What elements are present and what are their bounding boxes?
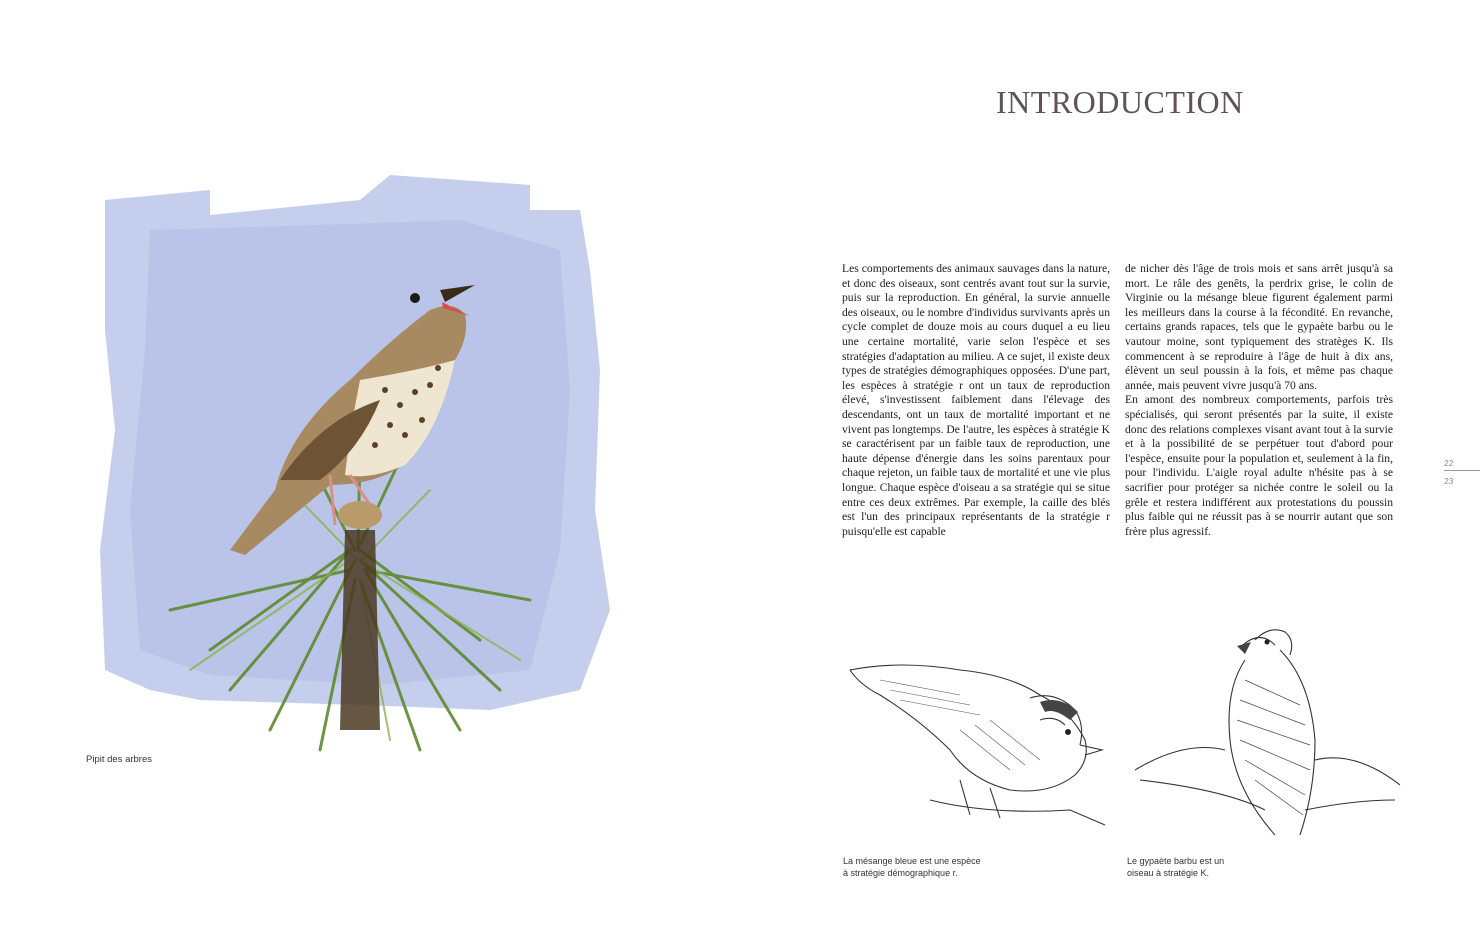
vulture-caption [1127,856,1224,879]
blue-tit-sketch [840,650,1120,840]
folio-left: 22 [1444,458,1454,468]
text-column-left [842,262,1110,539]
page-title: INTRODUCTION [996,84,1244,120]
tree-pipit-illustration [60,130,650,820]
paragraph: Les comportements des animaux sauvages dans la nature, et donc des oiseaux, sont centrés avant tout sur la survie, puis sur la reproduction. En général, la survie annuelle des oiseaux, ou le nombre d'individus survivants après un cycle complet de douze mois au cours duquel a eu lieu une certaine mortalité, varie selon l'espèce et ses stratégies d'adaptation au milieu. A ce sujet, il existe deux types de stratégies démographiques opposées. D'une part, les espèces à stratégie r ont un taux de reproduction élevé, s'investissent faiblement dans l'élevage des descendants, ont un taux de mortalité important et ne vivent pas longtemps. De l'autre, les espèces à stratégie K se caractérisent par un faible taux de reproduction, une haute dépense d'énergie dans les soins parentaux pour chaque rejeton, un faible taux de mortalité et une vie plus longue. Chaque espèce d'oiseau a sa stratégie qui se situe entre ces deux extrêmes. Par exemple, la caille des blés est l'un des principaux représentants de la stratégie r puisqu'elle est capable [842,262,1110,538]
text-column-right [1125,262,1393,539]
folio-right: 23 [1444,476,1454,486]
paragraph: de nicher dès l'âge de trois mois et sans arrêt jusqu'à sa mort. Le râle des genêts, la perdrix grise, le colin de Virginie ou la mésange bleue figurent également parmi les meilleurs dans la course à la fécondité. En revanche, certains grands rapaces, tels que le gypaète barbu ou le vautour moine, sont typiquement des stratèges K. Ils commencent à se reproduire à l'âge de huit à dix ans, élèvent un seul poussin à la fois, et même pas chaque année, mais peuvent vivre jusqu'à 70 ans. [1125,262,1393,392]
pipit-caption: Pipit des arbres [86,754,153,765]
folio-divider [1444,470,1480,471]
blue-tit-caption [843,856,981,879]
bearded-vulture-sketch [1125,610,1405,845]
caption-line: La mésange bleue est une espèce [843,856,981,866]
caption-line: oiseau à stratégie K. [1127,867,1210,878]
caption-line: Le gypaète barbu est un [1127,856,1225,866]
caption-line: à stratégie démographique r. [843,867,958,878]
paragraph: En amont des nombreux comportements, parfois très spécialisés, qui seront présentés par la suite, il existe donc des relations complexes visant avant tout à la survie et à la possibilité de se perpétuer tout d'abord pour l'espèce, ensuite pour la population et, seulement à la fin, pour l'individu. L'aigle royal adulte n'hésite pas à se sacrifier pour protéger sa nichée contre le soleil ou la grêle et restera indifférent aux protestations du poussin plus faible qui ne réussit pas à se nourrir autant que son frère plus agressif. [1125,393,1393,538]
